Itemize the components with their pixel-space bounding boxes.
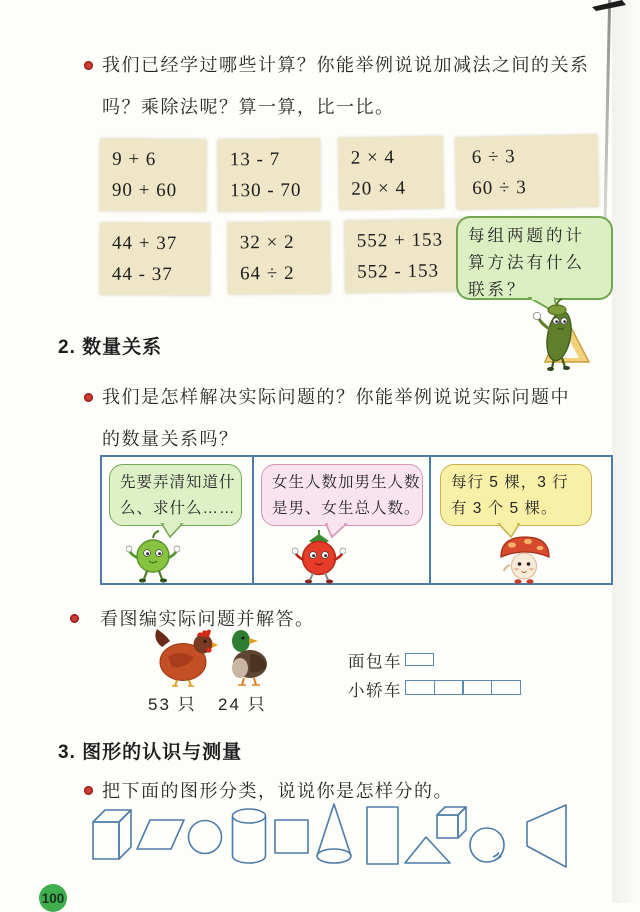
expression-card <box>228 222 331 295</box>
expression-card <box>100 223 210 296</box>
expression: 6 ÷ 3 <box>471 146 516 169</box>
expression-card <box>100 139 207 212</box>
bubble-text-line: 是男、女生总人数。 <box>272 500 421 517</box>
circle-shape <box>187 819 223 855</box>
green-apple-character <box>126 529 180 585</box>
bar-segment <box>462 680 492 695</box>
hen-image <box>150 627 218 689</box>
cube-shape <box>436 805 469 841</box>
car-unit-bar <box>405 680 521 695</box>
scan-corner-mark <box>592 0 640 12</box>
cuboid-shape <box>92 808 134 862</box>
text-line: 的数量关系吗？ <box>102 429 239 449</box>
bubble-text-line: 先要弄清知道什 <box>120 474 236 491</box>
bubble-text-line: 每行 5 棵，3 行 <box>451 474 569 491</box>
expression: 20 × 4 <box>351 177 407 200</box>
bullet-dot <box>84 393 93 402</box>
expression-card <box>218 139 321 212</box>
cucumber-speech-bubble <box>456 216 613 300</box>
rectangle-shape <box>366 806 400 866</box>
expression: 2 × 4 <box>350 146 396 169</box>
bubble-text-line: 么、求什么…… <box>120 500 236 517</box>
expression: 9 + 6 <box>112 148 157 171</box>
apple-speech-bubble <box>109 464 242 526</box>
cucumber-character <box>523 290 597 372</box>
text-line: 我们是怎样解决实际问题的？你能举例说说实际问题中 <box>102 387 570 407</box>
expression: 552 + 153 <box>356 229 444 252</box>
section2-question-text <box>102 376 622 460</box>
bubble-text-line: 有 3 个 5 棵。 <box>451 500 558 517</box>
trapezoid-shape <box>526 804 568 868</box>
section3-instruction-text: 把下面的图形分类，说说你是怎样分的。 <box>102 781 453 801</box>
duck-count-label: 24 只 <box>218 695 267 714</box>
bar-segment <box>405 680 435 695</box>
bullet-dot <box>70 614 79 623</box>
expression: 13 - 7 <box>229 148 281 171</box>
mushroom-speech-bubble <box>440 464 592 526</box>
bar-segment <box>491 680 521 695</box>
van-label: 面包车 <box>348 653 402 671</box>
expression: 44 - 37 <box>111 263 173 286</box>
expression-card <box>338 136 443 210</box>
tomato-character <box>292 529 346 585</box>
picture-problem-text: 看图编实际问题并解答。 <box>100 609 315 629</box>
panel-tomato <box>252 457 429 583</box>
expression: 90 + 60 <box>111 179 178 202</box>
section3-heading: 3. 图形的认识与测量 <box>58 742 243 763</box>
strategy-panel-box <box>100 455 613 585</box>
expression: 130 - 70 <box>230 179 302 202</box>
cylinder-shape <box>230 807 268 865</box>
car-label: 小轿车 <box>348 682 402 700</box>
bubble-text-line: 算方法有什么 <box>468 254 585 272</box>
page-number-badge <box>39 884 67 912</box>
bullet-dot <box>84 61 93 70</box>
expression-card <box>345 219 464 293</box>
hen-count-label: 53 只 <box>148 695 197 714</box>
parallelogram-shape <box>136 818 185 851</box>
expression: 64 ÷ 2 <box>240 262 295 285</box>
expression: 552 - 153 <box>357 260 440 283</box>
square-shape <box>274 819 310 855</box>
bubble-text-line: 每组两题的计 <box>468 227 585 245</box>
text-line: 我们已经学过哪些计算？你能举例说说加减法之间的关系 <box>102 55 590 75</box>
expression-card <box>455 135 598 210</box>
section2-heading: 2. 数量关系 <box>58 337 163 358</box>
panel-mushroom <box>429 457 611 583</box>
page-number: 100 <box>41 890 65 906</box>
text-line: 吗？乘除法呢？算一算，比一比。 <box>102 97 395 117</box>
intro-question-text <box>102 44 622 128</box>
sphere-shape <box>468 826 506 864</box>
duck-image <box>226 628 272 688</box>
bubble-text-line: 女生人数加男生人数 <box>272 474 421 491</box>
bubble-text-line: 联系？ <box>468 281 527 299</box>
tomato-speech-bubble <box>261 464 423 526</box>
cone-shape <box>313 802 355 865</box>
bar-segment <box>434 680 464 695</box>
expression: 60 ÷ 3 <box>472 177 527 200</box>
expression: 44 + 37 <box>112 232 178 255</box>
mushroom-character <box>497 531 553 585</box>
expression: 32 × 2 <box>239 231 295 254</box>
panel-green-apple <box>102 457 252 583</box>
bullet-dot <box>84 786 93 795</box>
van-unit-bar <box>405 653 434 666</box>
